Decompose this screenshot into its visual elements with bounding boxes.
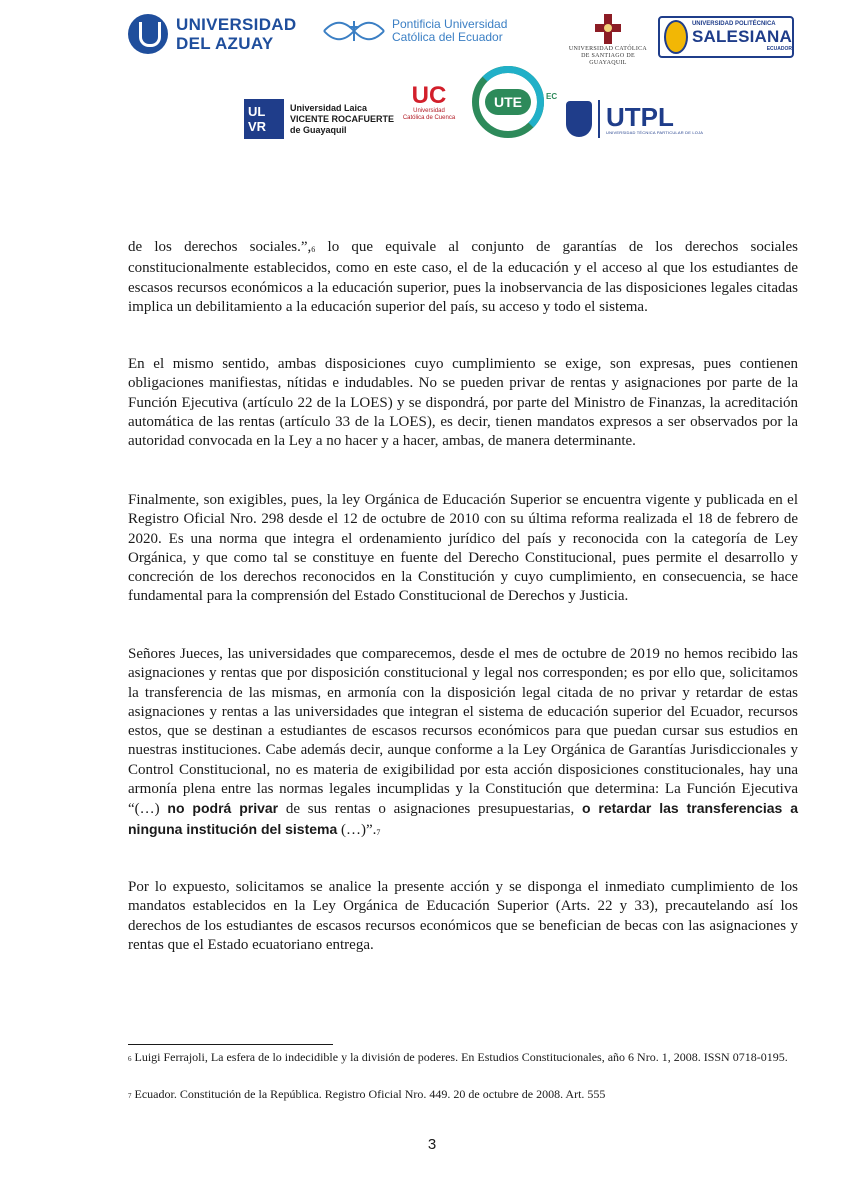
ups-logo bbox=[658, 16, 794, 58]
ute-ring-icon bbox=[472, 66, 544, 138]
bold-phrase-retardar: o retardar las transferencias a ninguna institución del sistema bbox=[128, 800, 798, 837]
ute-suffix: EC bbox=[546, 92, 558, 101]
footnote-7: 7 Ecuador. Constitución de la República. Registro Oficial Nro. 449. 20 de octubre de 2008. Art. 555 bbox=[128, 1087, 606, 1101]
ucsg-logo-line2: DE SANTIAGO DE GUAYAQUIL bbox=[581, 53, 635, 66]
utpl-sub: UNIVERSIDAD TÉCNICA PARTICULAR DE LOJA bbox=[606, 129, 704, 135]
paragraph-5: Por lo expuesto, solicitamos se analice la presente acción y se disponga el inmediato cumplimiento de los mandatos establecidos en la Ley Orgánica de Educación Superior (Arts. 22 y 33), precautelando así los derechos de los estudiantes de escasos recursos económicos que se benefician de becas con las asignaciones y rentas que el Estado ecuatoriano entrega. bbox=[128, 879, 798, 953]
ucacue-logo-line2: Católica de Cuenca bbox=[402, 115, 456, 121]
footnote-6: 6 Luigi Ferrajoli, La esfera de lo indecidible y la división de poderes. En Estudios Constitucionales, año 6 Nro. 1, 2008. ISSN 0718-0195. bbox=[128, 1050, 788, 1064]
footnote-separator bbox=[128, 1044, 333, 1045]
universidad-del-azuay-logo bbox=[128, 14, 296, 54]
paragraph-1: de los derechos $sociales.”,_6$ lo que equivale al conjunto de garantías de los derechos sociales constitucionalmente establecidos, como en este caso, el de la educación y el acceso al que los estudiantes de escasos recursos económicos a la educación superior, pues la inobservancia de las disposiciones legales citadas implica un debilitamiento a la educación superior del país, su acceso y todo el sistema. bbox=[128, 239, 799, 315]
puce-logo bbox=[322, 18, 507, 44]
azuay-emblem-icon bbox=[128, 14, 168, 54]
ulvr-logo-line3: de Guayaquil bbox=[290, 124, 347, 135]
footnote-ref-7: 7 bbox=[376, 827, 381, 837]
paragraph-4: Señores Jueces, las universidades que comparecemos, desde el mes de octubre de 2019 no hemos recibido las asignaciones y rentas que por disposición constitucional y legal nos corresponden; es por ello que, solicitamos la transferencia de las mismas, en armonía con la disposición legal citada de no privar y retardar de estas asignaciones y rentas a las universidades que integran el sistema de educación superior del Ecuador, recursos estos, que se destinan a estudiantes de escasos recursos económicos para que puedan cursar sus estudios en nuestras instituciones. Cabe además decir, aunque conforme a la Ley Orgánica de Garantías Jurisdiccionales y Control Constitucional, no es materia de exigibilidad por esta acción disposiciones constitucionales, hay una armonía plena entre las normas legales incumplidas y la Constitución que determina: La Función Ejecutiva “(…) no podrá privar de sus rentas o asignaciones presupuestarias, o retardar las transferencias a ninguna institución del sistema $(\dots)”._7$ bbox=[128, 646, 798, 838]
utpl-shield-icon bbox=[566, 101, 592, 137]
ucsg-logo-line1: UNIVERSIDAD CATÓLICA bbox=[568, 46, 648, 52]
ucsg-logo bbox=[562, 12, 654, 67]
paragraph-2: En el mismo sentido, ambas disposiciones cuyo cumplimiento se exige, son expresas, pues contienen obligaciones manifiestas, nítidas e indudables. No se pueden privar de rentas y asignaciones por parte de la Función Ejecutiva (artículo 22 de la LOES) y se dispondrá, por parte del Ministro de Finanzas, la acreditación automática de las rentas (artículo 33 de la LOES), es decir, tienen mandatos expresos a ser observados por la autoridad convocada en la Ley a no hacer y a hacer, ambas, de manera determinante. bbox=[128, 356, 798, 450]
ute-mark: UTE bbox=[485, 89, 531, 115]
bold-phrase-no-podra-privar: no podrá privar bbox=[167, 800, 279, 817]
ulvr-mark: UL VR bbox=[244, 99, 284, 139]
ups-logo-big: SALESIANA bbox=[691, 27, 792, 46]
azuay-logo-line2: DEL AZUAY bbox=[176, 34, 274, 53]
ucsg-cross-icon bbox=[593, 12, 623, 46]
ups-logo-sub: ECUADOR bbox=[766, 46, 792, 52]
ucacue-logo bbox=[398, 84, 460, 122]
ucacue-mark: UC bbox=[411, 82, 447, 109]
ucacue-logo-line1: Universidad bbox=[413, 108, 445, 114]
utpl-mark: UTPL bbox=[606, 101, 674, 132]
ute-logo bbox=[472, 66, 558, 138]
ulvr-logo-line1: Universidad Laica bbox=[290, 102, 368, 113]
puce-logo-line1: Pontificia Universidad bbox=[392, 17, 508, 31]
azuay-logo-line1: UNIVERSIDAD bbox=[176, 15, 297, 34]
ups-globe-icon bbox=[664, 20, 688, 54]
puce-emblem-icon bbox=[322, 18, 386, 44]
utpl-logo bbox=[566, 100, 703, 138]
ulvr-logo bbox=[244, 99, 394, 139]
ups-logo-small: UNIVERSIDAD POLITÉCNICA bbox=[691, 21, 776, 27]
footnote-ref-6: 6 bbox=[311, 245, 316, 254]
page-number: 3 bbox=[427, 1136, 437, 1153]
paragraph-3: Finalmente, son exigibles, pues, la ley Orgánica de Educación Superior se encuentra vigente y publicada en el Registro Oficial Nro. 298 desde el 12 de octubre de 2010 con su última reforma realizada el 18 de febrero de 2020. Es una norma que integra el ordenamiento jurídico del país y reconocida con la categoría de Ley Orgánica, y que como tal se constituye en fuente del Derecho Constitucional, pues permite el desarrollo y concreción de los derechos reconocidos en la Constitución y cuyo cumplimiento, en consecuencia, se hace fundamental para la comprensión del Estado Constitucional de Derechos y Justicia. bbox=[128, 492, 798, 605]
ulvr-logo-line2: VICENTE ROCAFUERTE bbox=[290, 113, 395, 124]
puce-logo-line2: Católica del Ecuador bbox=[392, 30, 503, 44]
